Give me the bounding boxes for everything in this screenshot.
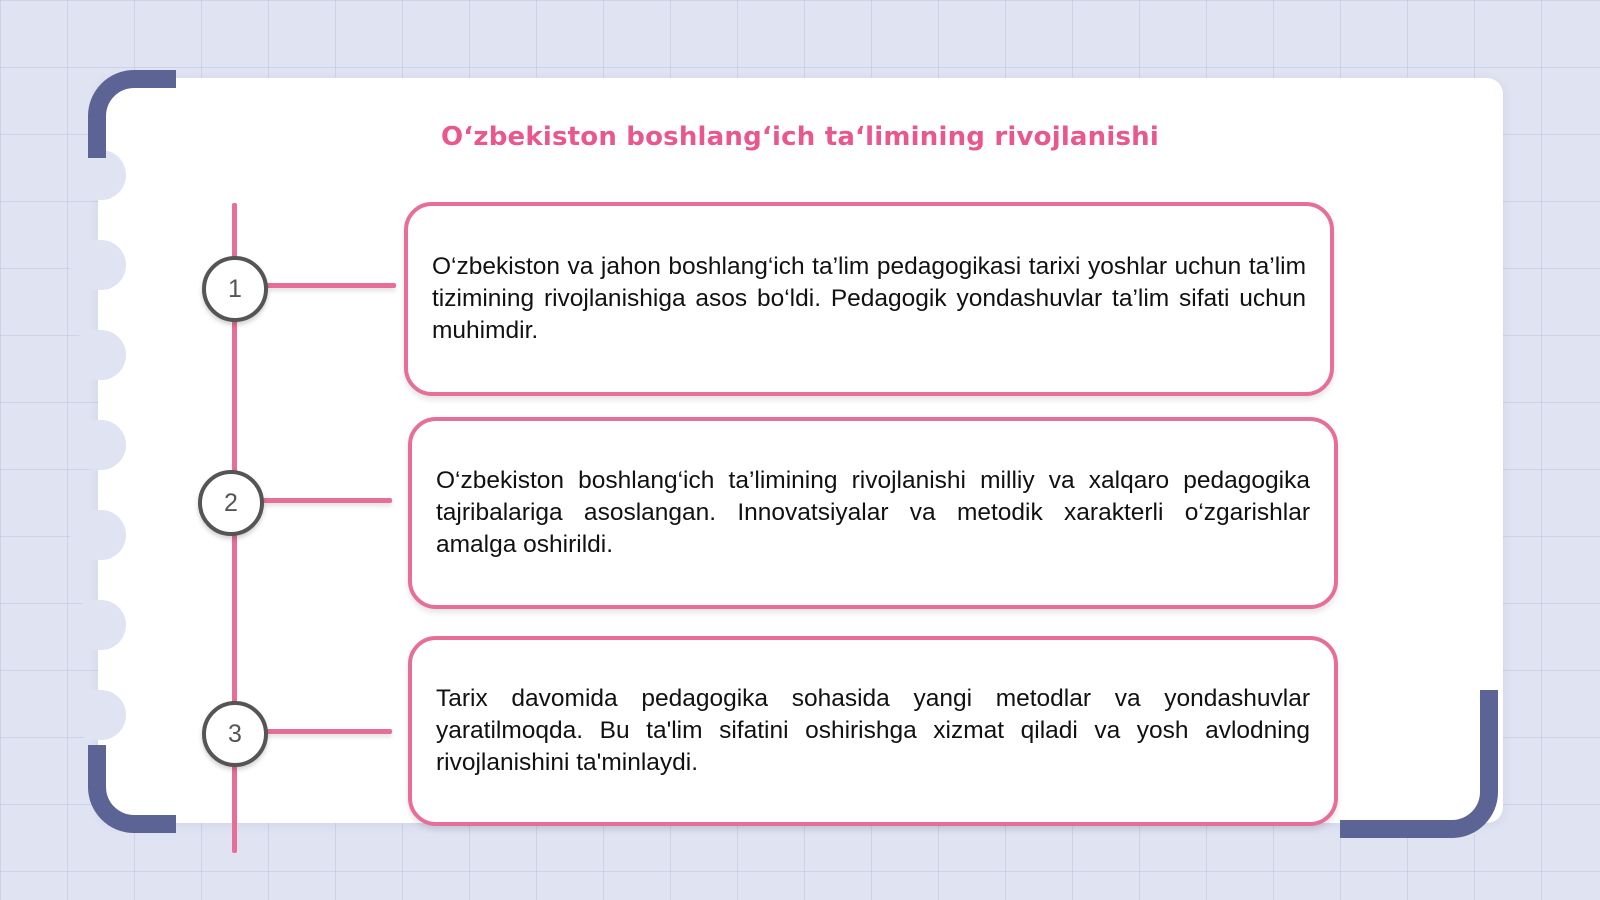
step-box-3 — [408, 636, 1338, 826]
step-text-1: O‘zbekiston va jahon boshlang‘ich ta’lim pedagogikasi tarixi yoshlar uchun ta’lim tizimining rivojlanishiga asos bo‘ldi. Pedagogik yondashuvlar ta’lim sifati uchun muhimdir. — [432, 253, 1306, 344]
step-number-2: 2 — [198, 470, 264, 536]
step-box-1 — [404, 202, 1334, 396]
slide-title: Oʻzbekiston boshlangʻich taʻlimining rivojlanishi — [441, 122, 1159, 152]
corner-bracket-bottom-right — [1340, 690, 1498, 838]
scallop-decoration — [70, 690, 126, 740]
step-box-2 — [408, 417, 1338, 609]
corner-bracket-bottom-left — [88, 745, 176, 833]
scallop-decoration — [70, 420, 126, 470]
step-number-1: 1 — [202, 256, 268, 322]
scallop-decoration — [70, 600, 126, 650]
step-connector-2 — [262, 498, 392, 503]
step-connector-3 — [266, 729, 392, 734]
step-text-3: Tarix davomida pedagogika sohasida yangi metodlar va yondashuvlar yaratilmoqda. Bu ta'lim sifatini oshirishga xizmat qiladi va yosh avlodning rivojlanishini ta'minlaydi. — [436, 685, 1310, 776]
step-text-2: O‘zbekiston boshlang‘ich ta’limining rivojlanishi milliy va xalqaro pedagogika tajribalariga asoslangan. Innovatsiyalar va metodik xarakterli o‘zgarishlar amalga oshirildi. — [436, 467, 1310, 558]
scallop-decoration — [70, 330, 126, 380]
step-connector-1 — [266, 283, 396, 288]
step-number-3: 3 — [202, 701, 268, 767]
scallop-decoration — [70, 240, 126, 290]
scallop-decoration — [70, 510, 126, 560]
